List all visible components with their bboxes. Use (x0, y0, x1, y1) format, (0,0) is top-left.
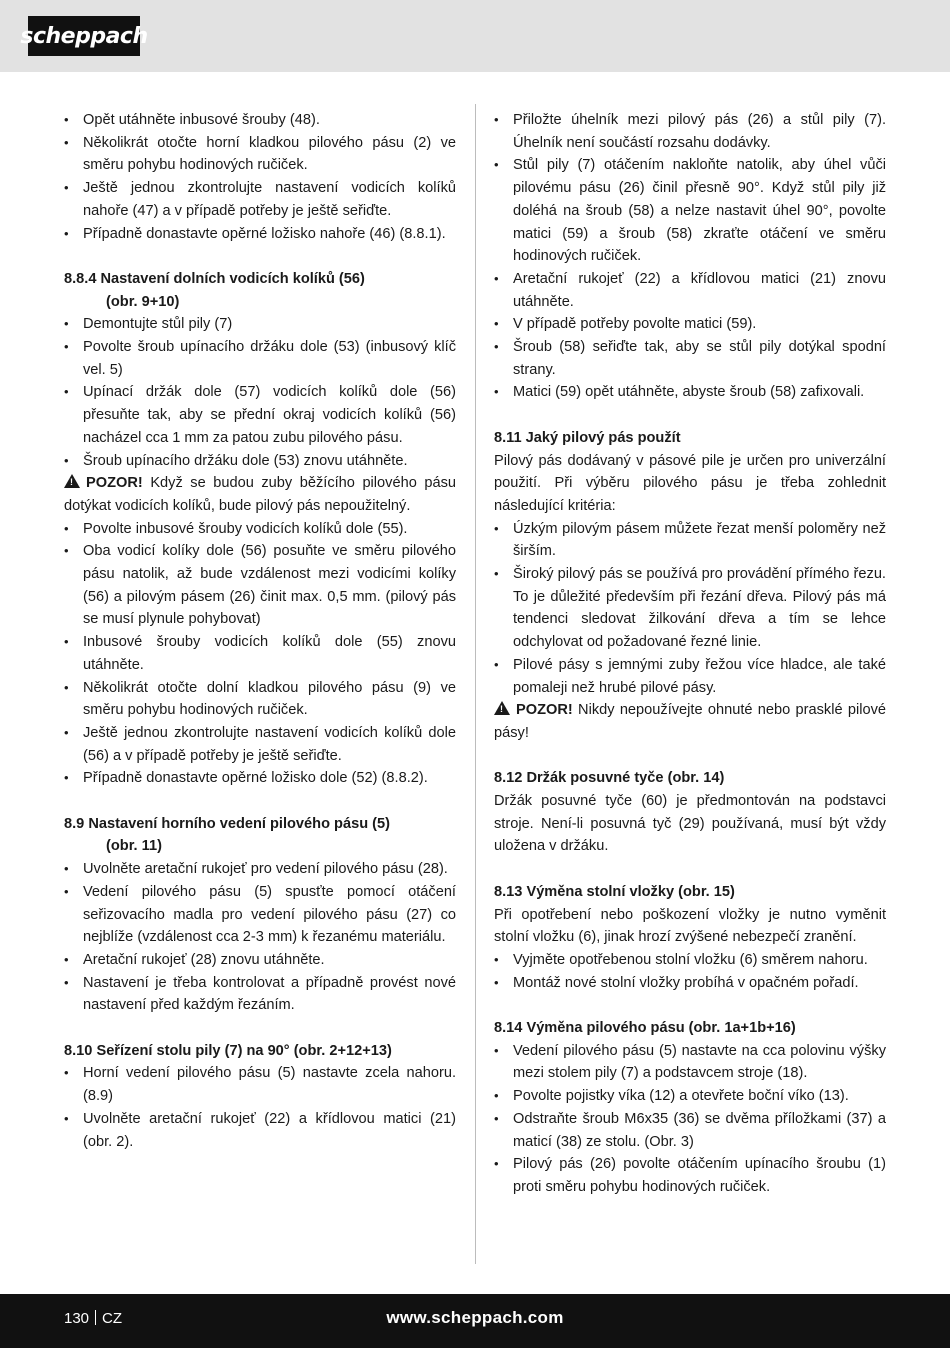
website-link[interactable]: www.scheppach.com (386, 1308, 564, 1327)
warning-paragraph (494, 699, 886, 744)
list-item: • V případě potřeby povolte matici (59). (494, 313, 886, 336)
list-item: • Oba vodicí kolíky dole (56) posuňte ve směru pilového pásu natolik, až bude vzdálenost mezi vodicími kolíky (56) a pilovým pásem (26) činit max. 0,5 mm. (pilový pás se musí plynule pohybovat) (64, 540, 456, 631)
list-item: • Odstraňte šroub M6x35 (36) se dvěma příložkami (37) a maticí (38) ze stolu. (Obr. 3) (494, 1108, 886, 1153)
list-item: • Stůl pily (7) otáčením nakloňte natolik, aby úhel vůči pilovému pásu (26) činil přesně 90°. Když stůl pily již doléhá na šroub (58) a nelze nastavit úhel 90°, povolte matici (59) a šroub (58) zkraťte otáčení ve směru hodinových ručiček. (494, 154, 886, 268)
list-item: • Povolte šroub upínacího držáku dole (53) (inbusový klíč vel. 5) (64, 336, 456, 381)
section-heading (494, 767, 886, 790)
list-item: • Povolte pojistky víka (12) a otevřete boční víko (13). (494, 1085, 886, 1108)
list-item: • Aretační rukojeť (22) a křídlovou matici (21) znovu utáhněte. (494, 268, 886, 313)
section-heading-text: 8.10 Seřízení stolu pily (7) na 90° (obr. 2+12+13) (64, 1042, 392, 1059)
list-item: • Vedení pilového pásu (5) spusťte pomocí otáčení seřizovacího madla pro vedení pilového pásu (27) co nejblíže (vzdálenost cca 2-3 mm) k řezanému materiálu. (64, 881, 456, 949)
list-item: • Široký pilový pás se používá pro provádění přímého řezu. To je důležité především při řezání dřeva. Pilový pás má tendenci sledovat žilkování dřeva a tím se lehce odchylovat od požadované řezné linie. (494, 563, 886, 654)
column-divider (475, 104, 476, 1264)
section-heading-text: 8.12 Držák posuvné tyče (obr. 14) (494, 770, 725, 787)
warning-paragraph (64, 472, 456, 517)
list-item: • Montáž nové stolní vložky probíhá v opačném pořadí. (494, 972, 886, 995)
list-item: • Vedení pilového pásu (5) nastavte na cca polovinu výšky mezi stolem pily (7) a podstavcem stroje (18). (494, 1040, 886, 1085)
list-item: • Pilové pásy s jemnými zuby řežou více hladce, ale také pomaleji než hrubé pilové pásy. (494, 654, 886, 699)
list-item: • Pilový pás (26) povolte otáčením upínacího šroubu (1) proti směru pohybu hodinových ručiček. (494, 1153, 886, 1198)
warning-triangle-icon (494, 701, 510, 715)
left-column (64, 109, 456, 1153)
list-item: • Několikrát otočte dolní kladkou pilového pásu (9) ve směru pohybu hodinových ručiček. (64, 677, 456, 722)
list-item: • Úzkým pilovým pásem můžete řezat menší poloměry než širším. (494, 518, 886, 563)
right-column (494, 109, 886, 1199)
section-heading-text: 8.14 Výměna pilového pásu (obr. 1a+1b+16) (494, 1020, 796, 1037)
list-item: • Aretační rukojeť (28) znovu utáhněte. (64, 949, 456, 972)
page-number: 130 (64, 1310, 90, 1327)
warning-label: POZOR! (86, 475, 143, 492)
list-item: • Uvolněte aretační rukojeť (22) a křídlovou matici (21) (obr. 2). (64, 1108, 456, 1153)
section-heading-text: 8.9 Nastavení horního vedení pilového pásu (5) (64, 815, 391, 832)
warning-text: Když se budou zuby běžícího pilového pásu dotýkat vodicích kolíků, bude pilový pás nepoužitelný. (64, 475, 456, 514)
list-item: • Ještě jednou zkontrolujte nastavení vodicích kolíků dole (56) a v případě potřeby je ještě seřiďte. (64, 722, 456, 767)
list-item: • Uvolněte aretační rukojeť pro vedení pilového pásu (28). (64, 858, 456, 881)
list-item: • Několikrát otočte horní kladkou pilového pásu (2) ve směru pohybu hodinových ručiček. (64, 132, 456, 177)
section-heading-text: 8.13 Výměna stolní vložky (obr. 15) (494, 883, 735, 900)
warning-triangle-icon (64, 474, 80, 488)
section-heading (494, 881, 886, 904)
list-item: • Upínací držák dole (57) vodicích kolíků dole (56) přesuňte tak, aby se přední okraj vodicích kolíků (56) nacházel cca 1 mm za patou zubu pilového pásu. (64, 381, 456, 449)
header-band (0, 0, 950, 72)
paragraph: Držák posuvné tyče (60) je předmontován na podstavci stroje. Není-li posuvná tyč (29) používaná, musí být vždy uložena v držáku. (494, 793, 886, 855)
section-heading (64, 268, 456, 313)
list-item: • Ještě jednou zkontrolujte nastavení vodicích kolíků nahoře (47) a v případě potřeby je ještě seřiďte. (64, 177, 456, 222)
footer (0, 1294, 950, 1348)
list-item: • Vyjměte opotřebenou stolní vložku (6) směrem nahoru. (494, 949, 886, 972)
section-heading-text: 8.8.4 Nastavení dolních vodicích kolíků (56) (64, 270, 365, 287)
paragraph: Pilový pás dodávaný v pásové pile je určen pro univerzální použití. Při výběru pilového pásu je třeba zohlednit následující kritéria: (494, 452, 886, 514)
section-heading (494, 1017, 886, 1040)
section-heading (64, 813, 456, 858)
list-item: • Přiložte úhelník mezi pilový pás (26) a stůl pily (7). Úhelník není součástí rozsahu dodávky. (494, 109, 886, 154)
list-item: • Šroub upínacího držáku dole (53) znovu utáhněte. (64, 450, 456, 473)
scheppach-logo: scheppach (28, 16, 140, 56)
section-heading-subtext: (obr. 9+10) (106, 293, 180, 310)
list-item: • Demontujte stůl pily (7) (64, 313, 456, 336)
paragraph: Při opotřebení nebo poškození vložky je nutno vyměnit stolní vložku (6), jinak hrozí zvýšené nebezpečí zranění. (494, 906, 886, 946)
list-item: • Šroub (58) seřiďte tak, aby se stůl pily dotýkal spodní strany. (494, 336, 886, 381)
list-item: • Případně donastavte opěrné ložisko dole (52) (8.8.2). (64, 767, 456, 790)
list-item: • Inbusové šrouby vodicích kolíků dole (55) znovu utáhněte. (64, 631, 456, 676)
warning-label: POZOR! (516, 702, 573, 719)
list-item: • Případně donastavte opěrné ložisko nahoře (46) (8.8.1). (64, 223, 456, 246)
list-item: • Matici (59) opět utáhněte, abyste šroub (58) zafixovali. (494, 381, 886, 404)
warning-text: Nikdy nepoužívejte ohnuté nebo prasklé pilové pásy! (494, 702, 886, 741)
language-code: CZ (102, 1310, 123, 1327)
list-item: • Opět utáhněte inbusové šrouby (48). (64, 109, 456, 132)
section-heading-text: 8.11 Jaký pilový pás použít (494, 429, 681, 446)
list-item: • Nastavení je třeba kontrolovat a případně provést nové nastavení před každým řezáním. (64, 972, 456, 1017)
section-heading (64, 1040, 456, 1063)
list-item: • Povolte inbusové šrouby vodicích kolíků dole (55). (64, 518, 456, 541)
list-item: • Horní vedení pilového pásu (5) nastavte zcela nahoru. (8.9) (64, 1062, 456, 1107)
section-heading-subtext: (obr. 11) (106, 838, 162, 855)
section-heading (494, 427, 886, 450)
